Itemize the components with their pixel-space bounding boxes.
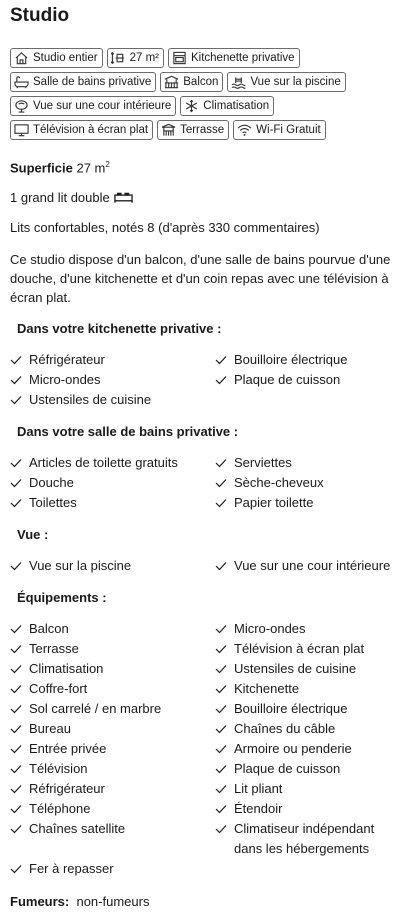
badge-label: Studio entier [33, 52, 98, 64]
checkmark-icon [215, 659, 227, 679]
amenity-item [10, 859, 215, 879]
amenity-label: Coffre-fort [29, 681, 88, 697]
badge-area[interactable] [107, 48, 164, 68]
checkmark-icon [10, 759, 22, 779]
checkmark-icon [215, 473, 227, 493]
checkmark-icon [10, 390, 22, 410]
amenity-item [215, 639, 405, 659]
amenity-section [10, 527, 400, 576]
amenity-list [10, 556, 400, 576]
checkmark-icon [215, 350, 227, 370]
checkmark-icon [10, 699, 22, 719]
amenity-item [10, 699, 215, 719]
amenity-item [10, 350, 215, 370]
amenity-section [10, 321, 400, 410]
amenity-item [215, 779, 405, 799]
amenity-item [215, 719, 405, 739]
checkmark-icon [10, 659, 22, 679]
checkmark-icon [10, 859, 22, 879]
amenity-item [215, 659, 405, 679]
amenity-item [215, 679, 405, 699]
amenity-label: Sèche-cheveux [234, 475, 324, 491]
amenity-item [215, 473, 405, 493]
amenity-label: Climatiseur indépendant dans les hébergements [234, 821, 375, 857]
amenity-item [215, 859, 405, 879]
amenity-label: Télévision [29, 761, 88, 777]
checkmark-icon [10, 453, 22, 473]
amenity-item [215, 453, 405, 473]
amenity-item [10, 390, 215, 410]
bed-rating: Lits confortables, notés 8 (d'après 330 commentaires) [10, 220, 320, 236]
amenity-list [10, 350, 400, 410]
amenity-item [10, 619, 215, 639]
amenity-item [10, 473, 215, 493]
terrace-icon [161, 123, 180, 137]
smoking-policy [10, 894, 400, 910]
amenity-label: Plaque de cuisson [234, 761, 341, 777]
amenity-item [10, 370, 215, 390]
amenity-label: Micro-ondes [29, 372, 101, 388]
wifi-icon [237, 123, 256, 137]
room-size [10, 157, 400, 176]
amenity-list [10, 453, 400, 513]
amenity-label: Télévision à écran plat [234, 641, 365, 657]
house-icon [14, 51, 33, 65]
badge-label: Vue sur la piscine [250, 76, 341, 88]
amenity-label: Climatisation [29, 661, 104, 677]
checkmark-icon [215, 679, 227, 699]
checkmark-icon [10, 473, 22, 493]
amenity-label: Balcon [29, 621, 69, 637]
bed-info [10, 190, 400, 206]
badge-bath[interactable] [10, 72, 156, 92]
pool-icon [231, 75, 250, 89]
amenity-label: Fer à repasser [29, 861, 114, 877]
checkmark-icon [10, 350, 22, 370]
amenity-label: Vue sur la piscine [29, 558, 132, 574]
area-icon [111, 51, 130, 65]
size-value: 27 m [76, 160, 106, 176]
amenity-item [10, 556, 215, 576]
checkmark-icon [215, 619, 227, 639]
badge-kitchenette[interactable] [168, 48, 300, 68]
checkmark-icon [10, 619, 22, 639]
amenity-label: Plaque de cuisson [234, 372, 341, 388]
amenity-item [10, 739, 215, 759]
amenity-label: Douche [29, 475, 74, 491]
badge-snowflake[interactable] [180, 96, 274, 116]
checkmark-icon [215, 719, 227, 739]
amenity-label: Téléphone [29, 801, 91, 817]
amenity-item [215, 799, 405, 819]
checkmark-icon [10, 556, 22, 576]
amenity-label: Micro-ondes [234, 621, 306, 637]
amenity-label: Armoire ou penderie [234, 741, 352, 757]
amenity-item [215, 619, 405, 639]
badge-tv[interactable] [10, 120, 153, 140]
checkmark-icon [10, 799, 22, 819]
tv-icon [14, 123, 33, 137]
badge-label: Kitchenette privative [190, 52, 295, 64]
checkmark-icon [10, 819, 22, 839]
checkmark-icon [215, 699, 227, 719]
amenity-item [10, 819, 215, 859]
bed-text: 1 grand lit double [10, 190, 110, 206]
amenity-label: Entrée privée [29, 741, 107, 757]
amenity-item [10, 759, 215, 779]
checkmark-icon [215, 759, 227, 779]
amenity-label: Vue sur une cour intérieure [234, 558, 391, 574]
amenity-label: Kitchenette [234, 681, 300, 697]
amenity-item [10, 453, 215, 473]
checkmark-icon [10, 779, 22, 799]
room-title: Studio [10, 5, 70, 26]
checkmark-icon [10, 739, 22, 759]
badge-label: Wi-Fi Gratuit [256, 124, 321, 136]
facility-badges [10, 48, 406, 140]
amenity-item [215, 819, 405, 859]
amenity-label: Sol carrelé / en marbre [29, 701, 162, 717]
badge-label: Climatisation [203, 100, 270, 112]
amenity-label: Lit pliant [234, 781, 283, 797]
checkmark-icon [215, 453, 227, 473]
checkmark-icon [10, 493, 22, 513]
amenity-item [10, 639, 215, 659]
amenity-section [10, 590, 400, 879]
checkmark-icon [10, 639, 22, 659]
amenity-item [215, 699, 405, 719]
amenity-label: Terrasse [29, 641, 79, 657]
room-description: Ce studio dispose d'un balcon, d'une salle de bains pourvue d'une douche, d'une kitchenette et d'un coin repas avec une télévision à écran plat. [10, 252, 391, 306]
amenity-label: Bureau [29, 721, 71, 737]
badge-label: 27 m² [129, 52, 159, 64]
amenity-item [215, 350, 405, 370]
amenity-item [10, 659, 215, 679]
courtyard-icon [14, 99, 33, 113]
amenity-label: Ustensiles de cuisine [234, 661, 357, 677]
checkmark-icon [215, 556, 227, 576]
amenity-label: Papier toilette [234, 495, 314, 511]
checkmark-icon [215, 639, 227, 659]
amenity-label: Bouilloire électrique [234, 701, 348, 717]
amenity-label: Étendoir [234, 801, 283, 817]
checkmark-icon [215, 493, 227, 513]
smoking-label: Fumeurs: [10, 894, 70, 910]
balcony-icon [164, 75, 183, 89]
amenity-item [215, 739, 405, 759]
amenity-label: Serviettes [234, 455, 292, 471]
section-title: Équipements : [17, 590, 107, 606]
smoking-value: non-fumeurs [76, 894, 150, 910]
checkmark-icon [215, 799, 227, 819]
amenity-label: Réfrigérateur [29, 352, 105, 368]
amenity-item [10, 799, 215, 819]
amenity-item [10, 493, 215, 513]
amenity-label: Chaînes du câble [234, 721, 336, 737]
badge-house[interactable] [10, 48, 103, 68]
kitchenette-icon [172, 51, 191, 65]
badge-pool[interactable] [227, 72, 345, 92]
amenity-item [215, 390, 405, 410]
badge-wifi[interactable] [233, 120, 326, 140]
bath-icon [14, 75, 33, 89]
amenity-label: Chaînes satellite [29, 821, 126, 837]
amenity-section [10, 424, 400, 513]
checkmark-icon [215, 370, 227, 390]
badge-courtyard[interactable] [10, 96, 176, 116]
badge-label: Télévision à écran plat [33, 124, 149, 136]
checkmark-icon [215, 779, 227, 799]
badge-balcony[interactable] [160, 72, 223, 92]
checkmark-icon [10, 679, 22, 699]
amenity-item [10, 679, 215, 699]
section-title: Dans votre kitchenette privative : [17, 321, 222, 337]
badge-terrace[interactable] [157, 120, 229, 140]
section-title: Dans votre salle de bains privative : [17, 424, 239, 440]
amenity-label: Ustensiles de cuisine [29, 392, 152, 408]
amenity-label: Bouilloire électrique [234, 352, 348, 368]
badge-label: Terrasse [180, 124, 225, 136]
checkmark-icon [215, 739, 227, 759]
checkmark-icon [10, 370, 22, 390]
amenity-item [10, 719, 215, 739]
badge-label: Vue sur une cour intérieure [33, 100, 172, 112]
amenity-item [215, 493, 405, 513]
amenity-list [10, 619, 400, 879]
bed-icon [110, 190, 133, 205]
amenity-label: Articles de toilette gratuits [29, 455, 178, 471]
amenity-item [215, 556, 405, 576]
checkmark-icon [215, 819, 227, 839]
section-title: Vue : [17, 527, 49, 543]
size-label: Superficie [10, 160, 73, 176]
checkmark-icon [10, 719, 22, 739]
amenity-label: Réfrigérateur [29, 781, 105, 797]
snowflake-icon [184, 99, 203, 113]
amenity-label: Toilettes [29, 495, 77, 511]
amenity-item [215, 759, 405, 779]
amenity-item [10, 779, 215, 799]
badge-label: Salle de bains privative [33, 76, 152, 88]
size-sup: 2 [105, 160, 110, 169]
amenity-sections [10, 321, 400, 879]
badge-label: Balcon [183, 76, 219, 88]
amenity-item [215, 370, 405, 390]
